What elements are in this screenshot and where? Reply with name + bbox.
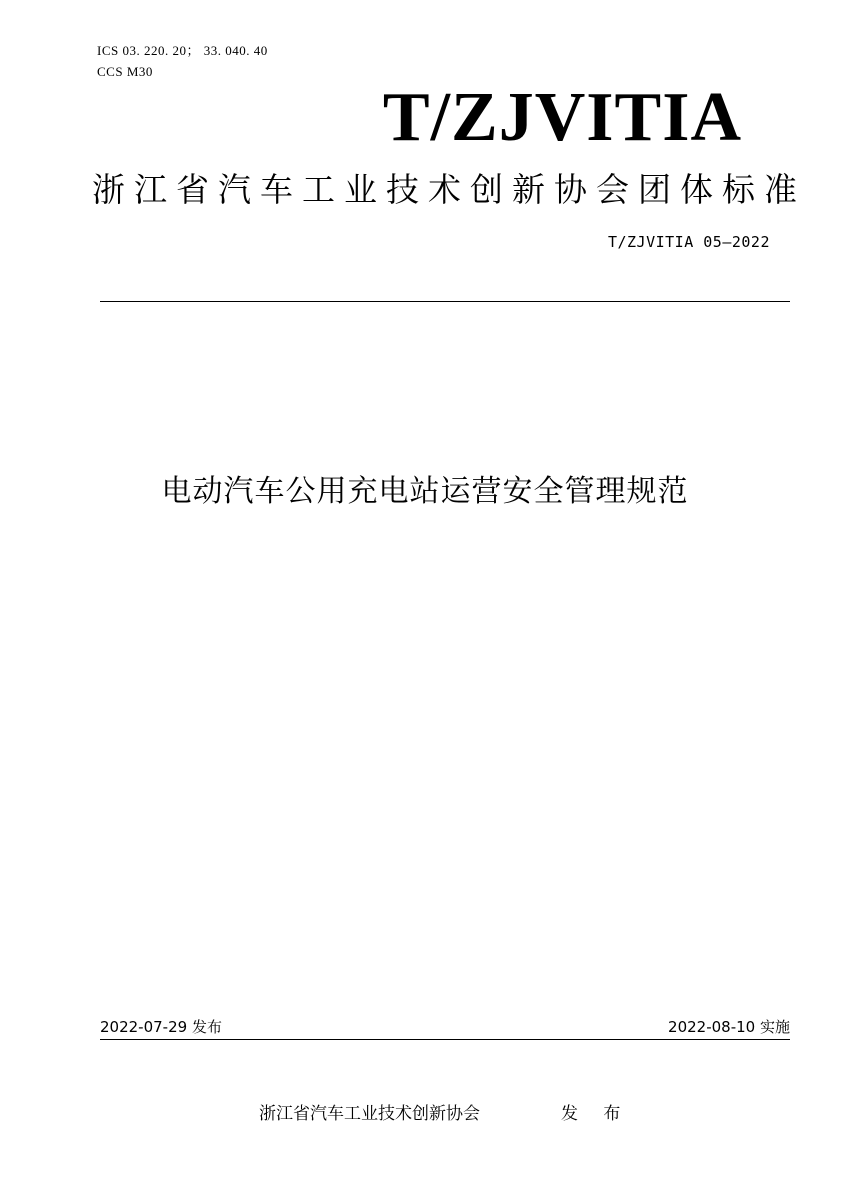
standard-code: T/ZJVITIA 05—2022	[607, 233, 770, 251]
organization-standard-title: 浙江省汽车工业技术创新协会团体标准	[92, 170, 806, 209]
ccs-classification: CCS M30	[97, 64, 153, 79]
ics-classification: ICS 03. 220. 20； 33. 040. 40	[97, 43, 268, 58]
implementation-date: 2022-08-10 实施	[668, 1018, 790, 1036]
header-divider	[100, 301, 790, 302]
publish-label: 发 布	[561, 1104, 631, 1124]
document-title: 电动汽车公用充电站运营安全管理规范	[161, 474, 689, 509]
standard-logo: T/ZJVITIA	[382, 79, 742, 156]
publisher-name: 浙江省汽车工业技术创新协会	[259, 1104, 480, 1124]
release-date: 2022-07-29 发布	[100, 1018, 222, 1036]
footer-divider	[100, 1039, 790, 1040]
